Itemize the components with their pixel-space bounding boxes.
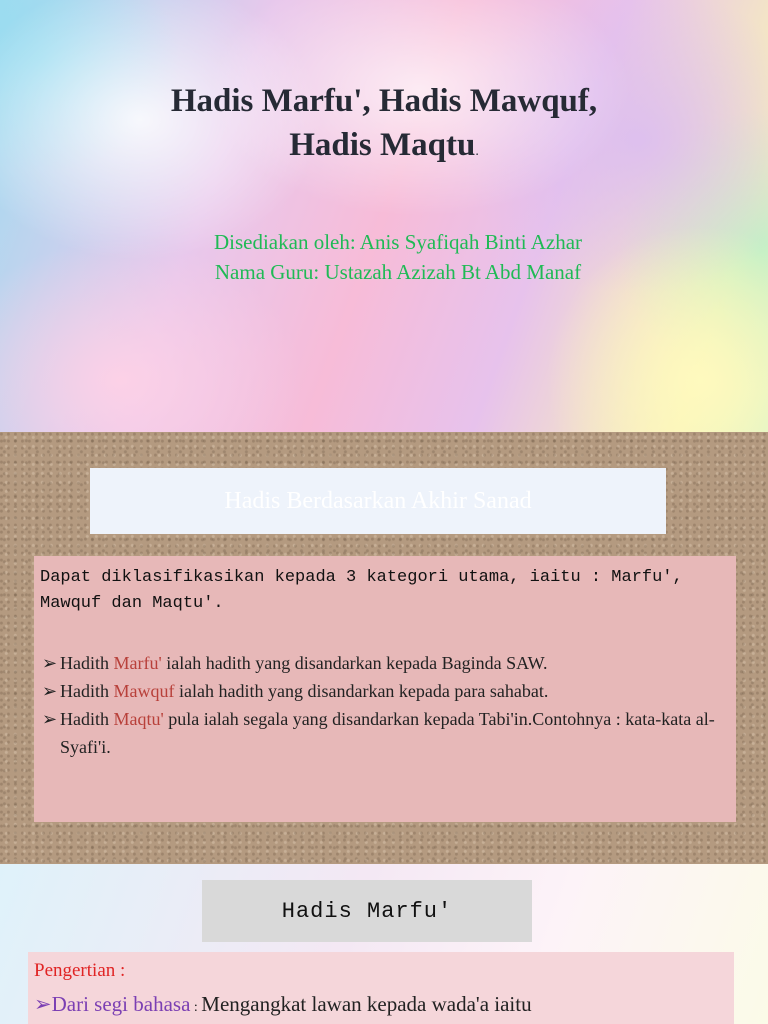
definition-point-label: Dari segi bahasa <box>51 992 191 1016</box>
slide-heading-box <box>202 880 532 942</box>
arrow-bullet-icon: ➢ <box>34 992 52 1016</box>
arrow-bullet-icon: ➢ <box>42 653 58 673</box>
bullet-term: Maqtu' <box>113 709 164 729</box>
pengertian-label: Pengertian : <box>34 960 126 981</box>
definition-separator: : <box>190 1000 202 1015</box>
arrow-bullet-icon: ➢ <box>42 681 58 701</box>
intro-paragraph: Dapat diklasifikasikan kepada 3 kategori utama, iaitu : Marfu', Mawquf dan Maqtu'. <box>40 568 683 613</box>
section-banner <box>90 468 666 534</box>
bullet-text: ialah hadith yang disandarkan kepada para sahabat. <box>174 681 549 701</box>
bullet-prefix: Hadith <box>60 653 114 673</box>
bullet-list <box>42 649 732 761</box>
prepared-by-text: Disediakan oleh: Anis Syafiqah Binti Azhar <box>213 230 583 254</box>
bullet-term: Mawquf <box>113 681 175 701</box>
bullet-term: Marfu' <box>113 653 162 673</box>
list-item <box>42 649 732 677</box>
list-item <box>42 705 732 761</box>
teacher-name-text: Nama Guru: Ustazah Azizah Bt Abd Manaf <box>214 260 582 284</box>
bullet-prefix: Hadith <box>60 709 114 729</box>
definition-point <box>34 992 532 1017</box>
hadis-marfu-slide <box>0 864 768 1024</box>
bullet-text: ialah hadith yang disandarkan kepada Baginda SAW. <box>161 653 548 673</box>
bullet-prefix: Hadith <box>60 681 114 701</box>
list-item <box>42 677 732 705</box>
title-slide <box>0 0 768 432</box>
arrow-bullet-icon: ➢ <box>42 709 58 729</box>
bullet-text: pula ialah segala yang disandarkan kepada Tabi'in.Contohnya : kata-kata al-Syafi'i. <box>60 709 715 757</box>
definition-point-text: Mengangkat lawan kepada wada'a iaitu <box>201 992 532 1016</box>
akhir-sanad-slide <box>0 432 768 864</box>
slide-title-dot: . <box>475 144 479 159</box>
slide-title-line2-text: Hadis Maqtu <box>289 127 476 163</box>
slide-heading: Hadis Marfu' <box>281 898 453 924</box>
section-banner-text: Hadis Berdasarkan Akhir Sanad <box>224 487 532 514</box>
slide-title-line1: Hadis Marfu', Hadis Mawquf, <box>170 83 598 119</box>
slide-title-line2 <box>0 124 768 173</box>
